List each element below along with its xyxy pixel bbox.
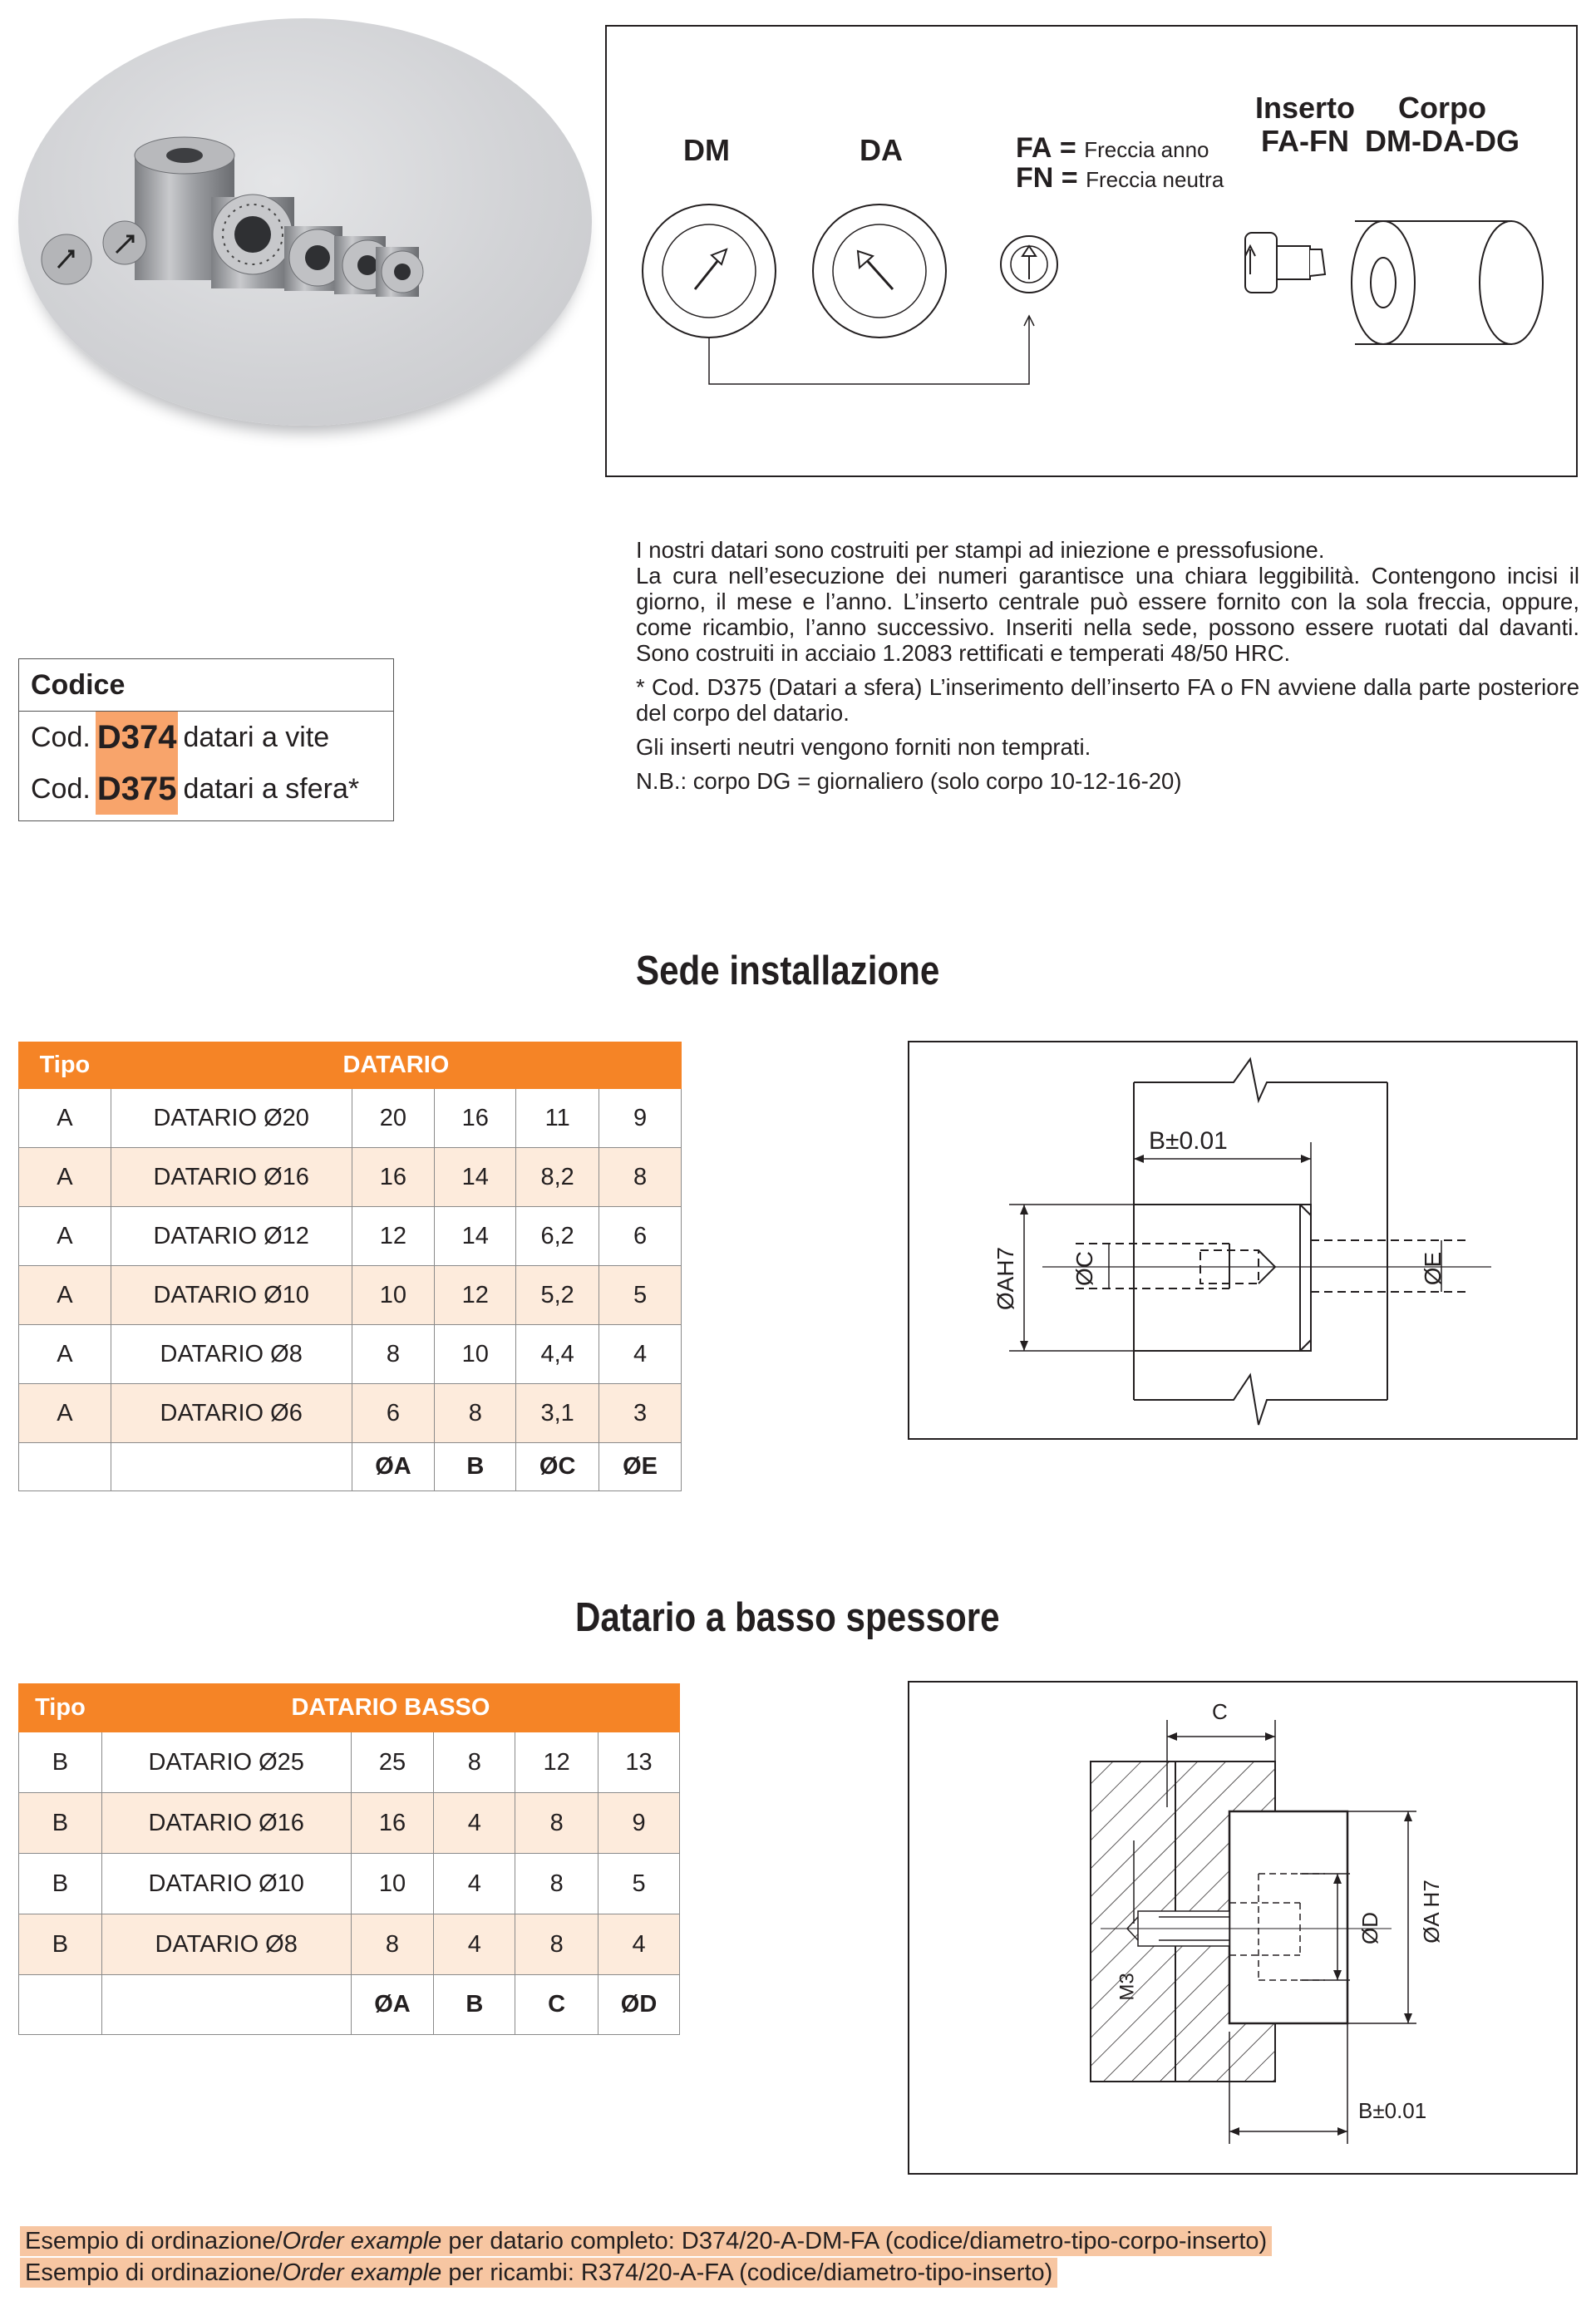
code-description: datari a sfera* bbox=[183, 773, 360, 805]
cell-e: 6 bbox=[599, 1207, 682, 1266]
table-row bbox=[19, 1207, 682, 1266]
cell-model: DATARIO Ø8 bbox=[111, 1325, 352, 1384]
cell-a: 6 bbox=[352, 1384, 435, 1443]
cell-tipo: A bbox=[19, 1089, 111, 1148]
dim-c: C bbox=[1212, 1699, 1228, 1724]
cell-empty bbox=[19, 1975, 102, 2035]
cell-model: DATARIO Ø16 bbox=[101, 1793, 351, 1854]
table-row bbox=[19, 1089, 682, 1148]
sede-drawing bbox=[909, 1042, 1576, 1438]
table-row bbox=[19, 1384, 682, 1443]
cell-tipo: A bbox=[19, 1266, 111, 1325]
dim-c: ØC bbox=[1071, 1251, 1097, 1286]
table-row bbox=[19, 1266, 682, 1325]
desc-details: La cura nell’esecuzione dei numeri garantisce una chiara leggibilità. Contengono incisi il giorno, il mese e l’anno. L’inserto centrale può essere fornito con la sola freccia, oppure, come ricambio, l’anno successivo. Inseriti nella sede, possono essere ruotati dal davanti. Sono costruiti in acciaio 1.2083 rettificati e temperati 48/50 HRC. bbox=[636, 563, 1579, 666]
fa-equals: = bbox=[1059, 132, 1076, 164]
cell-b: 4 bbox=[434, 1854, 515, 1914]
dim-b: B±0.01 bbox=[1358, 2098, 1427, 2123]
inserto-label bbox=[1251, 91, 1359, 158]
section-title-sede: Sede installazione bbox=[636, 948, 940, 993]
product-code: D374 bbox=[96, 712, 179, 763]
code-description: datari a vite bbox=[183, 722, 330, 753]
cell-empty bbox=[19, 1443, 111, 1491]
dim-d: ØD bbox=[1357, 1912, 1382, 1944]
order-example-spare bbox=[20, 2258, 1057, 2288]
footer-b: B bbox=[434, 1975, 515, 2035]
cell-b: 4 bbox=[434, 1793, 515, 1854]
fa-legend bbox=[1016, 133, 1209, 165]
cell-model: DATARIO Ø12 bbox=[111, 1207, 352, 1266]
cell-e: 3 bbox=[599, 1384, 682, 1443]
cell-a: 10 bbox=[352, 1266, 435, 1325]
cell-model: DATARIO Ø10 bbox=[101, 1854, 351, 1914]
table-row bbox=[19, 1854, 680, 1914]
cell-a: 12 bbox=[352, 1207, 435, 1266]
desc-d375-note: * Cod. D375 (Datari a sfera) L’inserimento dell’inserto FA o FN avviene dalla parte posteriore del corpo del datario. bbox=[636, 674, 1579, 726]
dim-e: ØE bbox=[1420, 1251, 1446, 1286]
cell-a: 16 bbox=[351, 1793, 434, 1854]
basso-drawing bbox=[909, 1683, 1576, 2173]
cell-tipo: A bbox=[19, 1384, 111, 1443]
cell-b: 16 bbox=[435, 1089, 516, 1148]
desc-neutral-inserts: Gli inserti neutri vengono forniti non temprati. bbox=[636, 734, 1091, 760]
inserto-title: Inserto bbox=[1254, 91, 1356, 125]
codice-box bbox=[18, 658, 394, 821]
order-example-complete bbox=[20, 2226, 1272, 2256]
cell-empty bbox=[101, 1975, 351, 2035]
cell-a: 8 bbox=[351, 1914, 434, 1975]
fn-equals: = bbox=[1061, 162, 1078, 194]
product-photo bbox=[18, 18, 592, 426]
order-text: per ricambi: R374/20-A-FA (codice/diametro-tipo-inserto) bbox=[441, 2259, 1053, 2286]
cell-b: 14 bbox=[435, 1148, 516, 1207]
table-footer-row bbox=[19, 1443, 682, 1491]
corpo-sub: DM-DA-DG bbox=[1365, 124, 1520, 158]
cell-d: 13 bbox=[598, 1732, 680, 1793]
inserto-sub: FA-FN bbox=[1261, 124, 1349, 158]
cell-c: 11 bbox=[516, 1089, 599, 1148]
cell-c: 8 bbox=[515, 1854, 598, 1914]
cell-empty bbox=[111, 1443, 352, 1491]
cell-model: DATARIO Ø25 bbox=[101, 1732, 351, 1793]
cell-a: 10 bbox=[351, 1854, 434, 1914]
fa-text: Freccia anno bbox=[1084, 137, 1209, 162]
product-code: D375 bbox=[96, 763, 179, 815]
cell-c: 6,2 bbox=[516, 1207, 599, 1266]
table-footer-row bbox=[19, 1975, 680, 2035]
cell-tipo: B bbox=[19, 1793, 102, 1854]
footer-c: C bbox=[515, 1975, 598, 2035]
sede-diagram bbox=[908, 1041, 1578, 1440]
cod-prefix: Cod. bbox=[31, 722, 91, 753]
table-row bbox=[19, 1325, 682, 1384]
table-header-row bbox=[19, 1042, 682, 1089]
cell-b: 10 bbox=[435, 1325, 516, 1384]
cell-d: 4 bbox=[598, 1914, 680, 1975]
cell-a: 20 bbox=[352, 1089, 435, 1148]
cell-model: DATARIO Ø10 bbox=[111, 1266, 352, 1325]
codice-header: Codice bbox=[19, 659, 393, 712]
cell-tipo: A bbox=[19, 1207, 111, 1266]
cell-model: DATARIO Ø6 bbox=[111, 1384, 352, 1443]
order-text: per datario completo: D374/20-A-DM-FA (codice/diametro-tipo-corpo-inserto) bbox=[441, 2228, 1268, 2254]
corpo-title: Corpo bbox=[1398, 91, 1486, 125]
cell-c: 3,1 bbox=[516, 1384, 599, 1443]
order-label-en: Order example bbox=[282, 2259, 442, 2286]
cell-a: 16 bbox=[352, 1148, 435, 1207]
header-datario-basso: DATARIO BASSO bbox=[101, 1684, 679, 1732]
cell-tipo: A bbox=[19, 1148, 111, 1207]
cell-c: 5,2 bbox=[516, 1266, 599, 1325]
table-row bbox=[19, 1732, 680, 1793]
section-title-basso: Datario a basso spessore bbox=[575, 1595, 1000, 1640]
dim-b: B±0.01 bbox=[1149, 1127, 1228, 1155]
cell-tipo: A bbox=[19, 1325, 111, 1384]
cell-c: 12 bbox=[515, 1732, 598, 1793]
header-tipo: Tipo bbox=[19, 1042, 111, 1089]
desc-intro: I nostri datari sono costruiti per stampi ad iniezione e pressofusione. bbox=[636, 537, 1325, 563]
cell-e: 9 bbox=[599, 1089, 682, 1148]
codice-row-d375 bbox=[19, 763, 393, 815]
cell-b: 8 bbox=[435, 1384, 516, 1443]
dm-label: DM bbox=[683, 133, 730, 167]
dim-m3: M3 bbox=[1116, 1973, 1139, 2001]
cell-b: 14 bbox=[435, 1207, 516, 1266]
basso-diagram bbox=[908, 1681, 1578, 2175]
footer-d: ØD bbox=[598, 1975, 680, 2035]
sede-table bbox=[18, 1042, 682, 1491]
fn-legend bbox=[1016, 163, 1224, 195]
cell-model: DATARIO Ø20 bbox=[111, 1089, 352, 1148]
order-label: Esempio di ordinazione/ bbox=[25, 2259, 283, 2286]
basso-table bbox=[18, 1683, 680, 2035]
cod-prefix: Cod. bbox=[31, 773, 91, 805]
cell-a: 8 bbox=[352, 1325, 435, 1384]
cell-c: 8,2 bbox=[516, 1148, 599, 1207]
fn-text: Freccia neutra bbox=[1086, 167, 1224, 192]
fn-key: FN bbox=[1016, 162, 1054, 194]
header-datario: DATARIO bbox=[111, 1042, 681, 1089]
fa-key: FA bbox=[1016, 132, 1052, 164]
cell-c: 8 bbox=[515, 1914, 598, 1975]
corpo-label bbox=[1363, 91, 1521, 158]
dim-a: ØA H7 bbox=[1418, 1880, 1444, 1944]
desc-nb: N.B.: corpo DG = giornaliero (solo corpo 10-12-16-20) bbox=[636, 768, 1182, 794]
cell-c: 8 bbox=[515, 1793, 598, 1854]
table-row bbox=[19, 1148, 682, 1207]
cell-c: 4,4 bbox=[516, 1325, 599, 1384]
cell-tipo: B bbox=[19, 1854, 102, 1914]
table-row bbox=[19, 1914, 680, 1975]
cell-model: DATARIO Ø8 bbox=[101, 1914, 351, 1975]
product-description bbox=[636, 537, 1579, 801]
cell-d: 9 bbox=[598, 1793, 680, 1854]
footer-a: ØA bbox=[352, 1443, 435, 1491]
table-row bbox=[19, 1793, 680, 1854]
cell-tipo: B bbox=[19, 1732, 102, 1793]
footer-c: ØC bbox=[516, 1443, 599, 1491]
footer-e: ØE bbox=[599, 1443, 682, 1491]
codice-row-d374 bbox=[19, 712, 393, 763]
footer-b: B bbox=[435, 1443, 516, 1491]
cell-e: 8 bbox=[599, 1148, 682, 1207]
cell-d: 5 bbox=[598, 1854, 680, 1914]
cell-e: 4 bbox=[599, 1325, 682, 1384]
header-tipo: Tipo bbox=[19, 1684, 102, 1732]
footer-a: ØA bbox=[351, 1975, 434, 2035]
cell-tipo: B bbox=[19, 1914, 102, 1975]
cell-e: 5 bbox=[599, 1266, 682, 1325]
cell-b: 4 bbox=[434, 1914, 515, 1975]
order-label-en: Order example bbox=[282, 2228, 442, 2254]
order-label: Esempio di ordinazione/ bbox=[25, 2228, 283, 2254]
cell-model: DATARIO Ø16 bbox=[111, 1148, 352, 1207]
dim-ah7: ØAH7 bbox=[993, 1246, 1019, 1311]
date-stamps-illustration bbox=[18, 18, 592, 426]
table-header-row bbox=[19, 1684, 680, 1732]
da-label: DA bbox=[860, 133, 903, 167]
cell-b: 12 bbox=[435, 1266, 516, 1325]
cell-a: 25 bbox=[351, 1732, 434, 1793]
cell-b: 8 bbox=[434, 1732, 515, 1793]
